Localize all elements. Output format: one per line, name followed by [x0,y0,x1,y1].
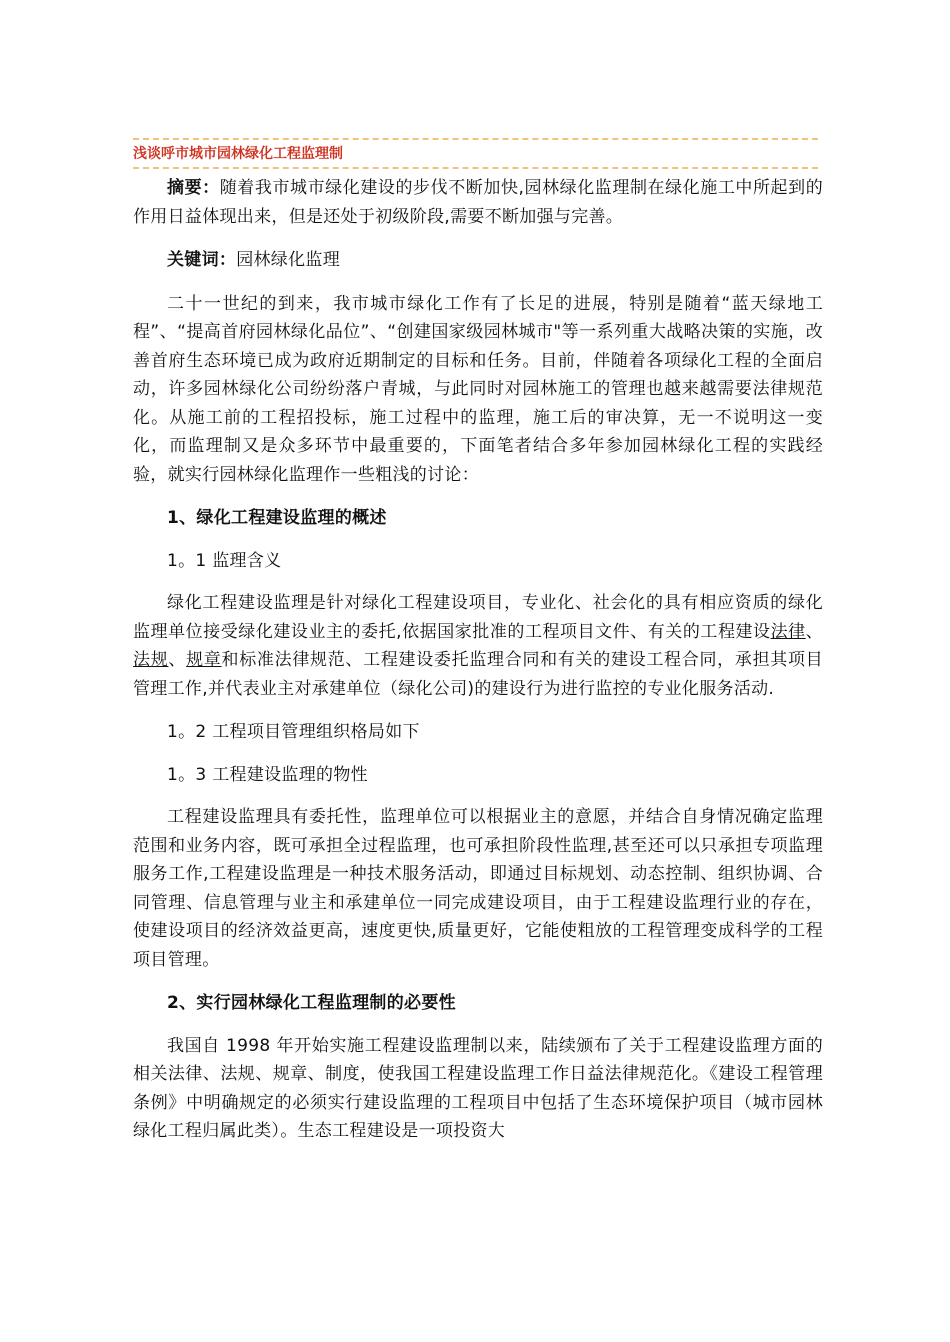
title-top-divider [133,138,818,140]
title-bottom-divider [133,167,818,169]
section2-heading: 2、实行园林绿化工程监理制的必要性 [167,993,456,1013]
separator: 、 [805,621,823,642]
section2-paragraph1: 我国自 1998 年开始实施工程建设监理制以来，陆续颁布了关于工程建设监理方面的相关法律、法规、规章、制度，使我国工程建设监理工作日益法律规范化。《建设工程管理条例》中明确规定的必须实行建设监理的工程项目中包括了生态环境保护项目（城市园林绿化工程归属此类）。生态工程建设是一项投资大 [133,1035,823,1141]
keywords-text: 园林绿化监理 [236,250,341,270]
separator: 、 [168,650,187,670]
section1-paragraph1 [133,589,823,703]
abstract-paragraph [133,174,823,231]
document-body [133,174,823,1160]
section1-paragraph1-part-a: 绿化工程建设监理是针对绿化工程建设项目，专业化、社会化的具有相应资质的绿化监理单位接受绿化建设业主的委托,依据国家批准的工程项目文件、有关的工程建设 [133,593,823,642]
law-link[interactable]: 法律 [770,621,806,642]
section1-paragraph1-part-b: 和标准法律规范、工程建设委托监理合同和有关的建设工程合同，承担其项目管理工作,并代表业主对承建单位（绿化公司)的建设行为进行监控的专业化服务活动. [133,650,823,699]
abstract-text: 随着我市城市绿化建设的步伐不断加快,园林绿化监理制在绿化施工中所起到的作用日益体现出来，但是还处于初级阶段,需要不断加强与完善。 [133,178,823,227]
keywords-paragraph [133,246,823,275]
keywords-label: 关键词： [167,250,237,270]
section1-paragraph3: 工程建设监理具有委托性，监理单位可以根据业主的意愿，并结合自身情况确定监理范围和业务内容，既可承担全过程监理，也可承担阶段性监理,甚至还可以只承担专项监理服务工作,工程建设监理是一种技术服务活动，即通过目标规划、动态控制、组织协调、合同管理、信息管理与业主和承建单位一同完成建设项目，由于工程建设监理行业的存在，使建设项目的经济效益更高，速度更快,质量更好，它能使粗放的工程管理变成科学的工程项目管理。 [133,807,823,970]
section1-heading: 1、绿化工程建设监理的概述 [167,508,387,528]
rules-link[interactable]: 规章 [186,650,222,670]
section1-sub3: 1。3 工程建设监理的物性 [167,764,368,785]
section1-sub1: 1。1 监理含义 [167,550,282,571]
section1-sub2: 1。2 工程项目管理组织格局如下 [167,722,420,742]
intro-paragraph: 二十一世纪的到来，我市城市绿化工作有了长足的进展，特别是随着“蓝天绿地工程”、“提高首府园林绿化品位”、“创建国家级园林城市"等一系列重大战略决策的实施，改善首府生态环境已成为政府近期制定的目标和任务。目前，伴随着各项绿化工程的全面启动，许多园林绿化公司纷纷落户青城，与此同时对园林施工的管理也越来越需要法律规范化。从施工前的工程招投标，施工过程中的监理，施工后的审决算，无一不说明这一变化，而监理制又是众多环节中最重要的，下面笔者结合多年参加园林绿化工程的实践经验，就实行园林绿化监理作一些粗浅的讨论： [133,293,823,485]
document-title: 浅谈呼市城市园林绿化工程监理制 [133,146,343,162]
abstract-label: 摘要： [167,178,220,198]
regulation-link[interactable]: 法规 [133,650,169,670]
title-band [133,136,818,170]
